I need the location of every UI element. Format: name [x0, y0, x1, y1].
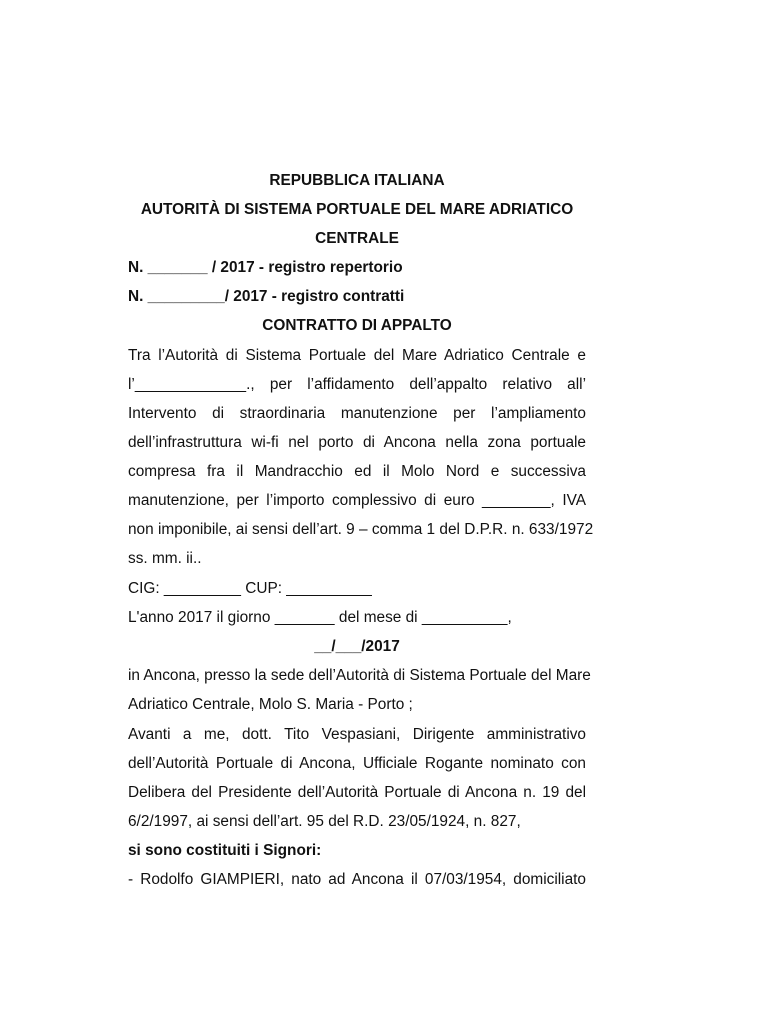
authority-heading-line-2: CENTRALE [315, 230, 399, 247]
authority-heading-line-1: AUTORITÀ DI SISTEMA PORTUALE DEL MARE ADRIATICO [140, 201, 574, 218]
paragraph-line: 6/2/1997, ai sensi dell’art. 95 del R.D. 23/05/1924, n. 827, [128, 813, 521, 830]
year-line: L'anno 2017 il giorno _______ del mese di __________, [128, 609, 512, 626]
paragraph-line: dell’infrastruttura wi-fi nel porto di Ancona nella zona portuale [128, 434, 586, 451]
cig-cup-line: CIG: _________ CUP: __________ [128, 580, 372, 597]
repertorio-number: N. _______ / 2017 - registro repertorio [128, 259, 403, 276]
paragraph-line: dell’Autorità Portuale di Ancona, Ufficiale Rogante nominato con [128, 755, 586, 772]
paragraph-line: Intervento di straordinaria manutenzione per l’ampliamento [128, 405, 586, 422]
paragraph-line: l’_____________., per l’affidamento dell’appalto relativo all’ [128, 376, 586, 393]
parties-heading: si sono costituiti i Signori: [128, 842, 322, 859]
paragraph-line: manutenzione, per l’importo complessivo di euro ________, IVA [128, 492, 586, 509]
date-line: __/___/2017 [314, 638, 400, 655]
paragraph-line: in Ancona, presso la sede dell’Autorità di Sistema Portuale del Mare [128, 667, 591, 684]
country-heading: REPUBBLICA ITALIANA [269, 172, 445, 189]
paragraph-line: - Rodolfo GIAMPIERI, nato ad Ancona il 07/03/1954, domiciliato [128, 871, 586, 888]
paragraph-line: non imponibile, ai sensi dell’art. 9 – comma 1 del D.P.R. n. 633/1972 [128, 521, 594, 538]
paragraph-line: Avanti a me, dott. Tito Vespasiani, Dirigente amministrativo [128, 726, 586, 743]
contratti-number: N. _________/ 2017 - registro contratti [128, 288, 405, 305]
paragraph-line: Delibera del Presidente dell’Autorità Portuale di Ancona n. 19 del [128, 784, 586, 801]
paragraph-line: compresa fra il Mandracchio ed il Molo Nord e successiva [128, 463, 586, 480]
contract-title: CONTRATTO DI APPALTO [262, 317, 452, 334]
paragraph-line: Tra l’Autorità di Sistema Portuale del Mare Adriatico Centrale e [128, 347, 586, 364]
paragraph-line: ss. mm. ii.. [128, 550, 202, 567]
paragraph-line: Adriatico Centrale, Molo S. Maria - Porto ; [128, 696, 413, 713]
